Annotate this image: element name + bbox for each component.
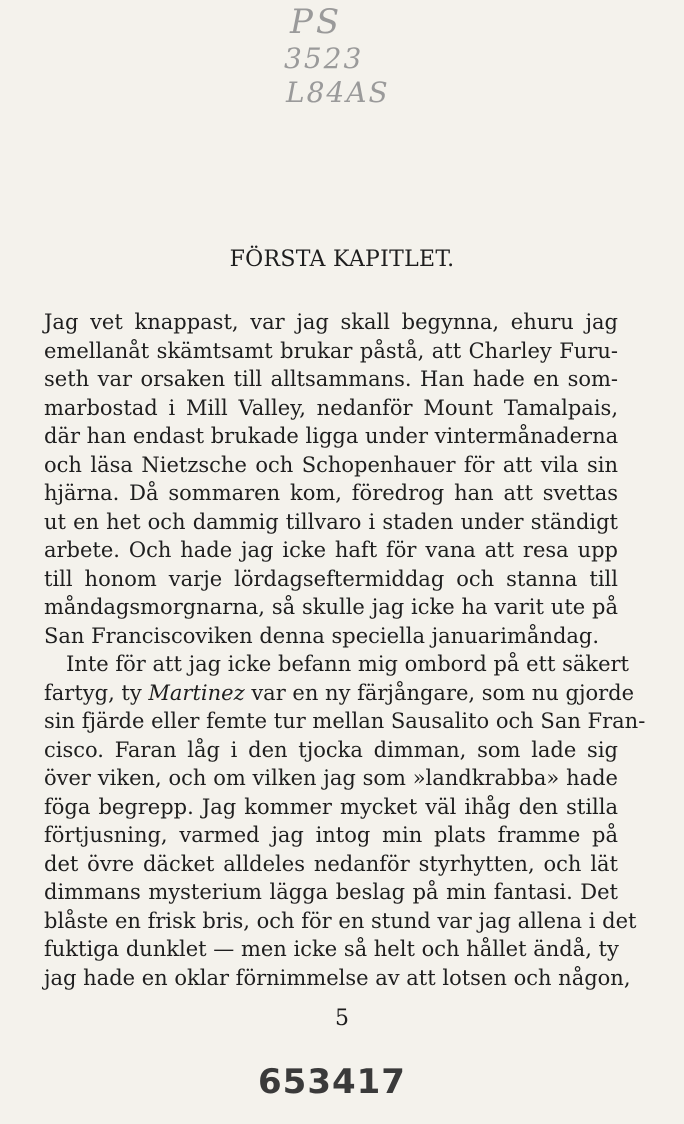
- text-line: måndagsmorgnarna, så skulle jag icke ha varit ute på: [44, 595, 618, 619]
- text-line: marbostad i Mill Valley, nedanför Mount Tamalpais,: [44, 395, 618, 420]
- text-line: ut en het och dammig tillvaro i staden under ständigt: [44, 509, 618, 534]
- text-line: till honom varje lördagseftermiddag och stanna till: [44, 566, 618, 591]
- text-line: förtjusning, varmed jag intog min plats framme på: [44, 823, 618, 847]
- text-line: cisco. Faran låg i den tjocka dimman, som lade sig: [44, 737, 618, 762]
- chapter-title: FÖRSTA KAPITLET.: [229, 247, 455, 272]
- text-line: fuktiga dunklet — men icke så helt och hållet ändå, ty: [44, 937, 619, 961]
- text-line: arbete. Och hade jag icke haft för vana att resa upp: [44, 538, 618, 562]
- text-line: där han endast brukade ligga under vintermånaderna: [44, 424, 619, 448]
- catalog-mark-line-3: L84AS: [286, 76, 390, 109]
- paragraph-2: [44, 650, 646, 992]
- text-line-with-ship-name: [44, 679, 635, 708]
- library-stamp-number: 653417: [258, 1062, 406, 1102]
- library-catalog-mark: [272, 2, 422, 118]
- ship-name: Martinez: [148, 680, 245, 705]
- text-line: Inte för att jag icke befann mig ombord på ett säkert: [66, 652, 630, 676]
- text-line: seth var orsaken till alltsammans. Han hade en som-: [44, 367, 618, 391]
- text-line: dimmans mysterium lägga beslag på min fantasi. Det: [44, 880, 618, 904]
- text-line: emellanåt skämtsamt brukar påstå, att Charley Furu-: [44, 338, 618, 363]
- text-line: San Franciscoviken denna speciella januarimåndag.: [44, 623, 600, 648]
- catalog-mark-line-2: 3523: [284, 42, 364, 75]
- text-line: det övre däcket alldeles nedanför styrhytten, och lät: [44, 851, 618, 876]
- page-number: 5: [335, 1006, 349, 1031]
- text-fragment: var en ny färjångare, som nu gjorde: [244, 680, 635, 705]
- body-text: [44, 308, 646, 992]
- text-fragment: fartyg, ty: [44, 680, 149, 705]
- text-line: föga begrepp. Jag kommer mycket väl ihåg den stilla: [44, 794, 618, 819]
- text-line: över viken, och om vilken jag som »landkrabba» hade: [44, 766, 618, 790]
- text-line: blåste en frisk bris, och för en stund var jag allena i det: [44, 908, 637, 933]
- text-line: och läsa Nietzsche och Schopenhauer för att vila sin: [44, 452, 618, 477]
- text-line: jag hade en oklar förnimmelse av att lotsen och någon,: [44, 965, 631, 990]
- paragraph-1: [44, 308, 618, 650]
- text-line: sin fjärde eller femte tur mellan Sausalito och San Fran-: [44, 709, 646, 733]
- text-line: Jag vet knappast, var jag skall begynna, ehuru jag: [44, 310, 618, 334]
- text-line: hjärna. Då sommaren kom, föredrog han att svettas: [44, 481, 618, 505]
- catalog-mark-line-1: PS: [290, 2, 343, 42]
